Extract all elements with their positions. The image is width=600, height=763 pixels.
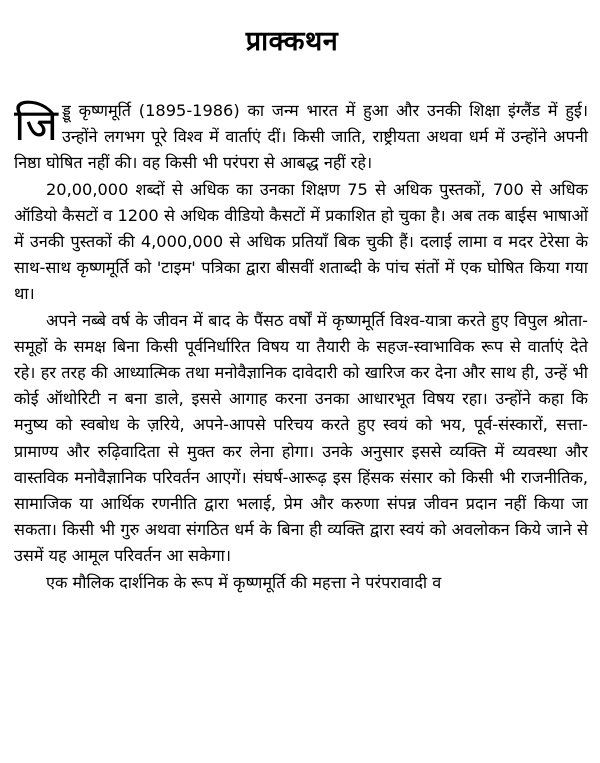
paragraph-2: 20,00,000 शब्दों से अधिक का उनका शिक्षण 75 से अधिक पुस्तकों, 700 से अधिक ऑडियो कैसटों व 1200 से अधिक वीडियो कैसटों में प्रकाशित हो चुका है। अब तक बाईस भाषाओं में उनकी पुस्तकों की 4,000,000 से अधिक प्रतियाँ बिक चुकी हैं। दलाई लामा व मदर टेरेसा के साथ-साथ कृष्णमूर्ति को 'टाइम' पत्रिका द्वारा बीसवीं शताब्दी के पांच संतों में एक घोषित किया गया था।	[14, 179, 588, 304]
drop-cap: जि	[14, 100, 59, 151]
body-text	[14, 98, 588, 596]
paragraph-4: एक मौलिक दार्शनिक के रूप में कृष्णमूर्ति की महत्ता ने परंपरावादी व	[46, 572, 442, 592]
paragraph-1	[14, 98, 588, 177]
page-title: प्राक्कथन	[245, 26, 339, 57]
paragraph-1-text: ड्डू कृष्णमूर्ति (1895-1986) का जन्म भारत में हुआ और उनकी शिक्षा इंग्लैंड में हुई। उन्होंने लगभग पूरे विश्व में वार्ताएं दीं। किसी जाति, राष्ट्रीयता अथवा धर्म में उन्होंने अपनी निष्ठा घोषित नहीं की। वह किसी भी परंपरा से आबद्ध नहीं रहे।	[14, 101, 588, 173]
paragraph-3: अपने नब्बे वर्ष के जीवन में बाद के पैंसठ वर्षों में कृष्णमूर्ति विश्व-यात्रा करते हुए विपुल श्रोता-समूहों के समक्ष बिना किसी पूर्वनिर्धारित विषय या तैयारी के सहज-स्वाभाविक रूप से वार्ताएं देते रहे। हर तरह की आध्यात्मिक तथा मनोवैज्ञानिक दावेदारी को खारिज कर देना और साथ ही, उन्हें भी कोई ऑथोरिटी न बना डाले, इससे आगाह करना उनका आधारभूत विषय रहा। उन्होंने कहा कि मनुष्य को स्वबोध के ज़रिये, अपने-आपसे परिचय करते हुए स्वयं को भय, पूर्व-संस्कारों, सत्ता-प्रामाण्य और रुढ़िवादिता से मुक्त कर लेना होगा। उनके अनुसार इससे व्यक्ति में व्यवस्था और वास्तविक मनोवैज्ञानिक परिवर्तन आएगें। संघर्ष-आरूढ़ इस हिंसक संसार को किसी भी राजनीतिक, सामाजिक या आर्थिक रणनीति द्वारा भलाई, प्रेम और करुणा संपन्न जीवन प्रदान नहीं किया जा सकता। किसी भी गुरु अथवा संगठित धर्म के बिना ही व्यक्ति द्वारा स्वयं को अवलोकन किये जाने से उसमें यह आमूल परिवर्तन आ सकेगा।	[14, 310, 588, 566]
